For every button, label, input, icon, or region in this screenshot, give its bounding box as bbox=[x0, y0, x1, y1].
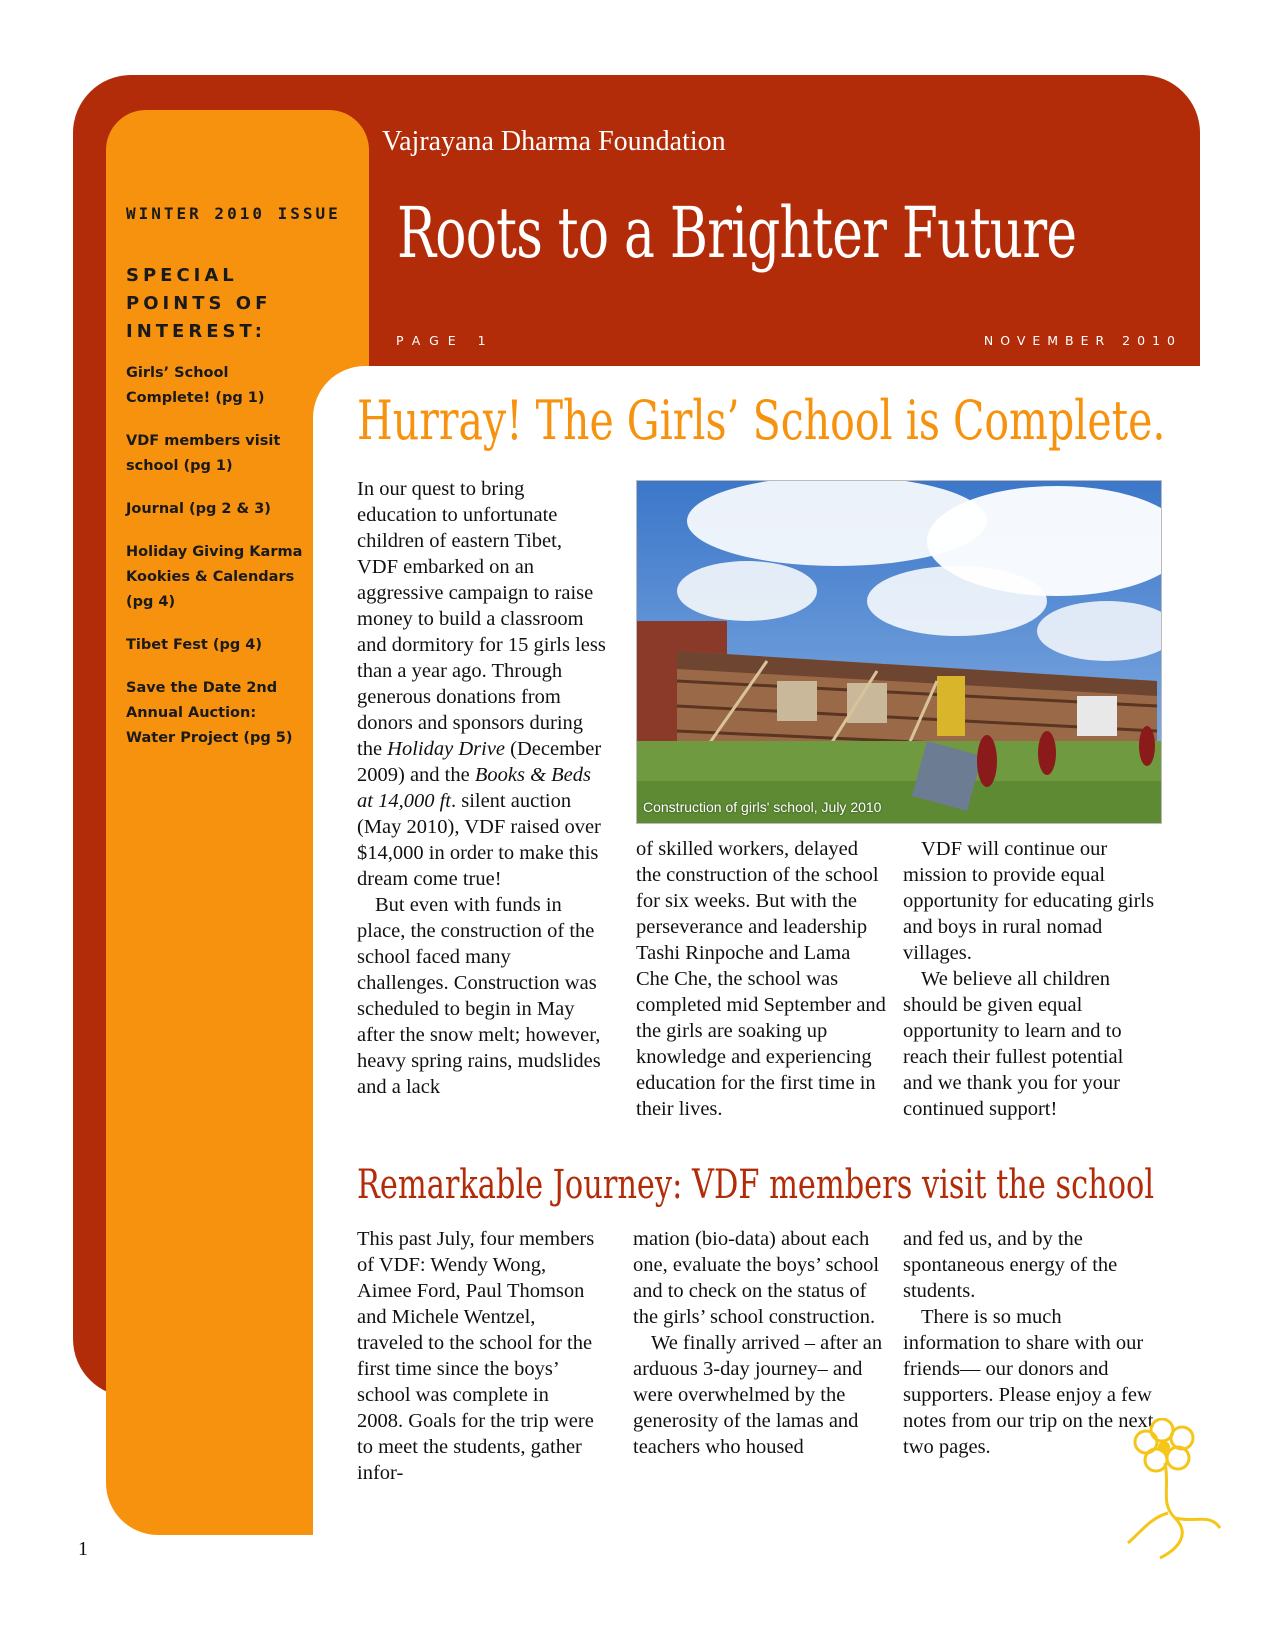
point-item: VDF members visit school (pg 1) bbox=[126, 433, 281, 474]
school-construction-photo bbox=[636, 480, 1162, 824]
body-text: of skilled workers, delayed the construction of the school for six weeks. But with the perseverance and leadership Tashi Rinpoche and Lama Che Che, the school was completed mid September and the girls are soaking up knowledge and experiencing education for the first time in their lives. bbox=[636, 838, 886, 1120]
point-item: Journal (pg 2 & 3) bbox=[126, 501, 271, 517]
body-text: and fed us, and by the spontaneous energy of the students. bbox=[903, 1228, 1118, 1302]
article2-column-1 bbox=[357, 1226, 600, 1486]
article-headline: Remarkable Journey: VDF members visit the school bbox=[357, 1162, 1155, 1208]
article-headline: Hurray! The Girls’ School is Complete. bbox=[357, 389, 1166, 452]
flower-icon bbox=[1120, 1418, 1230, 1568]
article2-column-3 bbox=[903, 1226, 1155, 1460]
body-text: (December 2009) and the bbox=[357, 738, 602, 786]
point-item: Save the Date 2nd Annual Auction: Water Project (pg 5) bbox=[126, 680, 293, 746]
point-item: Girls’ School Complete! (pg 1) bbox=[126, 365, 265, 406]
issue-date: NOVEMBER 2010 bbox=[983, 333, 1182, 348]
organization-name: Vajrayana Dharma Foundation bbox=[382, 126, 726, 157]
article1-column-1 bbox=[357, 476, 607, 1100]
body-text: There is so much information to share with our friends— our donors and supporters. Please enjoy a few notes from our trip on the next two pages. bbox=[903, 1306, 1154, 1458]
body-text-italic: Books & Beds at 14,000 ft bbox=[357, 764, 592, 812]
body-text: VDF will continue our mission to provide equal opportunity for educating girls and boys in rural nomad villages. bbox=[903, 838, 1155, 964]
body-text: mation (bio-data) about each one, evaluate the boys’ school and to check on the status of the girls’ school construction. bbox=[633, 1228, 880, 1328]
body-text-italic: Holiday Drive bbox=[387, 738, 506, 760]
photo-caption: Construction of girls' school, July 2010 bbox=[643, 799, 882, 815]
body-text: This past July, four members of VDF: Wendy Wong, Aimee Ford, Paul Thomson and Michele Wentzel, traveled to the school for the first time since the boys’ school was complete in 2008. Goals for the trip were to meet the students, gather infor- bbox=[357, 1228, 595, 1484]
issue-label: WINTER 2010 ISSUE bbox=[126, 204, 341, 223]
page-number: 1 bbox=[78, 1538, 88, 1560]
point-item: Holiday Giving Karma Kookies & Calendars (pg 4) bbox=[126, 544, 303, 610]
article1-column-3 bbox=[903, 836, 1155, 1122]
body-text: We believe all children should be given equal opportunity to learn and to reach their fullest potential and we thank you for your continued support! bbox=[903, 968, 1124, 1120]
body-text: We finally arrived – after an arduous 3-day journey– and were overwhelmed by the generosity of the lamas and teachers who housed bbox=[633, 1332, 883, 1458]
article1-column-2 bbox=[636, 836, 888, 1122]
points-list bbox=[126, 361, 306, 769]
body-text: But even with funds in place, the construction of the school faced many challenges. Construction was scheduled to begin in May after the snow melt; however, heavy spring rains, mudslides and a lack bbox=[357, 894, 601, 1098]
body-text: . silent auction (May 2010), VDF raised over $14,000 in order to make this dream come true! bbox=[357, 790, 601, 890]
page-label: PAGE 1 bbox=[396, 333, 495, 348]
body-text: In our quest to bring education to unfortunate children of eastern Tibet, VDF embarked on an aggressive campaign to raise money to build a classroom and dormitory for 15 girls less than a year ago. Through generous donations from donors and sponsors during the bbox=[357, 478, 606, 760]
newsletter-title: Roots to a Brighter Future bbox=[397, 192, 1077, 274]
article2-column-2 bbox=[633, 1226, 885, 1460]
points-heading: SPECIAL POINTS OF INTEREST: bbox=[126, 265, 272, 342]
point-item: Tibet Fest (pg 4) bbox=[126, 637, 262, 653]
